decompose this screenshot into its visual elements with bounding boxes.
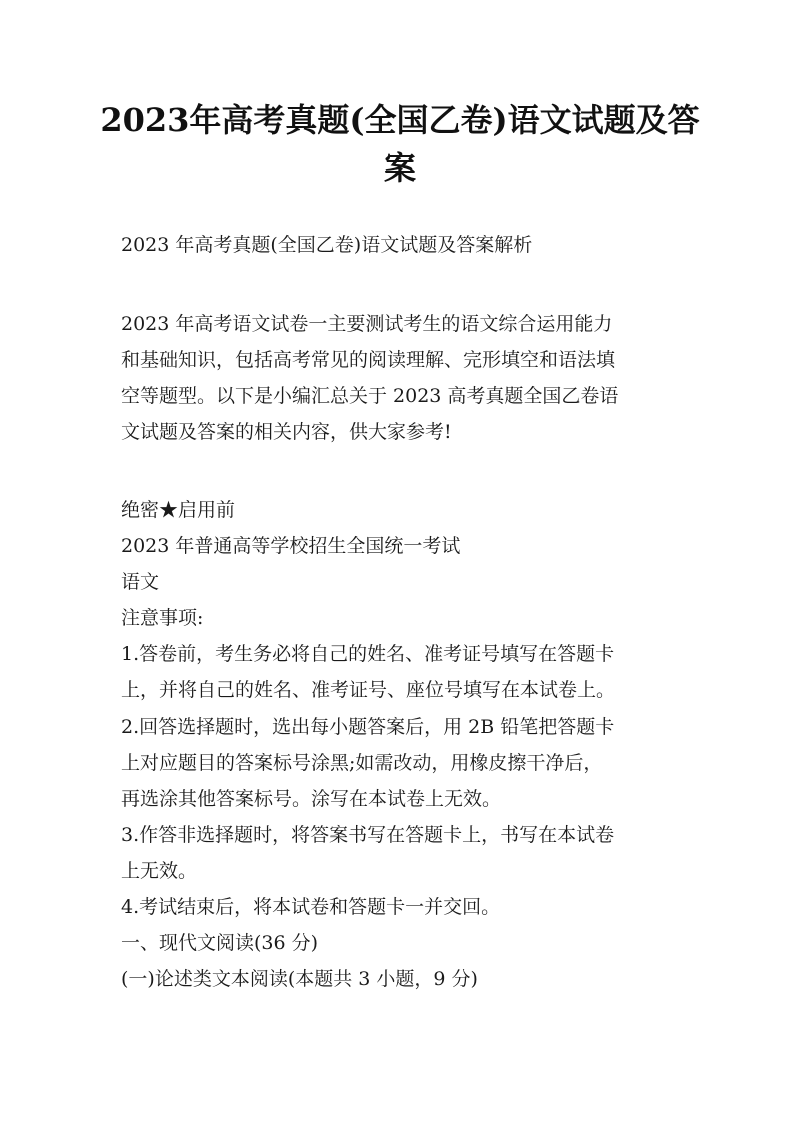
title-line-1: 2023年高考真题(全国乙卷)语文试题及答 — [100, 101, 700, 139]
intro-line: 文试题及答案的相关内容，供大家参考! — [121, 421, 452, 443]
instruction-line: 2.回答选择题时，选出每小题答案后，用 2B 铅笔把答题卡 — [121, 715, 615, 738]
instruction-line: 1.答卷前，考生务必将自己的姓名、准考证号填写在答题卡 — [121, 643, 615, 666]
intro-paragraph — [121, 306, 691, 450]
section-heading: 一、现代文阅读(36 分) — [121, 932, 319, 955]
exam-name: 2023 年普通高等学校招生全国统一考试 — [121, 535, 461, 558]
notes-heading: 注意事项: — [121, 607, 204, 630]
confidential-label: 绝密★启用前 — [121, 499, 236, 521]
document-subtitle: 2023 年高考真题(全国乙卷)语文试题及答案解析 — [121, 234, 533, 256]
exam-instructions — [121, 492, 701, 997]
subject-label: 语文 — [121, 571, 160, 594]
instruction-line: 上无效。 — [121, 859, 198, 882]
subsection-heading: (一)论述类文本阅读(本题共 3 小题，9 分) — [121, 968, 478, 991]
intro-line: 和基础知识，包括高考常见的阅读理解、完形填空和语法填 — [121, 349, 616, 371]
intro-line: 空等题型。以下是小编汇总关于 2023 高考真题全国乙卷语 — [121, 385, 619, 407]
instruction-line: 4.考试结束后，将本试卷和答题卡一并交回。 — [121, 896, 501, 919]
title-line-2: 案 — [383, 149, 416, 187]
instruction-line: 上对应题目的答案标号涂黑;如需改动，用橡皮擦干净后， — [121, 751, 603, 774]
instruction-line: 再选涂其他答案标号。涂写在本试卷上无效。 — [121, 787, 502, 810]
instruction-line: 上，并将自己的姓名、准考证号、座位号填写在本试卷上。 — [121, 679, 616, 702]
intro-line: 2023 年高考语文试卷一主要测试考生的语文综合运用能力 — [121, 313, 613, 335]
document-title — [100, 96, 700, 192]
instruction-line: 3.作答非选择题时，将答案书写在答题卡上，书写在本试卷 — [121, 823, 615, 846]
